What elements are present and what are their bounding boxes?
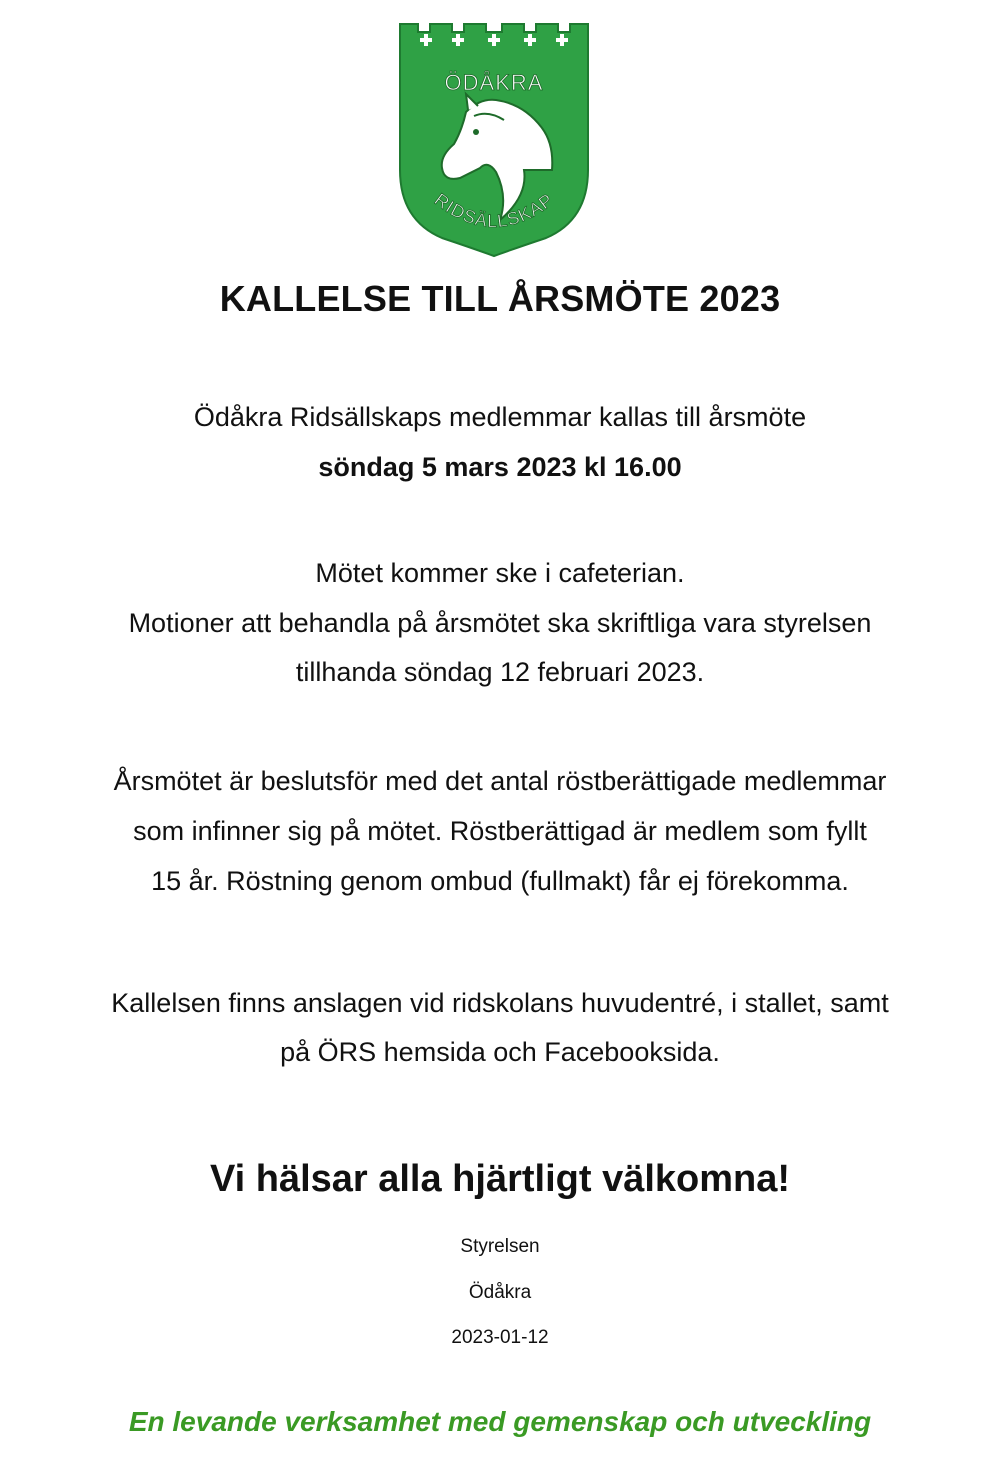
quorum-line-2: som infinner sig på mötet. Röstberättigad är medlem som fyllt (133, 816, 867, 846)
welcome-heading: Vi hälsar alla hjärtligt välkomna! (209, 1158, 791, 1200)
posted-line-2: på ÖRS hemsida och Facebooksida. (280, 1037, 720, 1067)
motions-line-1: Motioner att behandla på årsmötet ska skriftliga vara styrelsen (128, 608, 872, 638)
quorum-line-1: Årsmötet är beslutsför med det antal röstberättigade medlemmar (113, 766, 887, 796)
logo-bottom-text: RIDSÄLLSKAP (430, 189, 558, 232)
meeting-date: söndag 5 mars 2023 kl 16.00 (318, 452, 682, 482)
quorum-line-3: 15 år. Röstning genom ombud (fullmakt) får ej förekomma. (151, 866, 849, 896)
signature-from: Styrelsen (460, 1236, 540, 1257)
meeting-location: Mötet kommer ske i cafeterian. (315, 558, 685, 588)
motions-line-2: tillhanda söndag 12 februari 2023. (295, 657, 705, 687)
signature-place: Ödåkra (468, 1282, 532, 1303)
posted-line-1: Kallelsen finns anslagen vid ridskolans huvudentré, i stallet, samt (111, 988, 889, 1018)
club-slogan: En levande verksamhet med gemenskap och utveckling (128, 1406, 872, 1437)
page-title: KALLELSE TILL ÅRSMÖTE 2023 (219, 278, 781, 319)
invite-line-1: Ödåkra Ridsällskaps medlemmar kallas till årsmöte (193, 402, 807, 432)
signature-date: 2023-01-12 (451, 1327, 549, 1348)
club-logo (396, 20, 592, 258)
logo-top-text: ÖDÅKRA (444, 70, 544, 95)
